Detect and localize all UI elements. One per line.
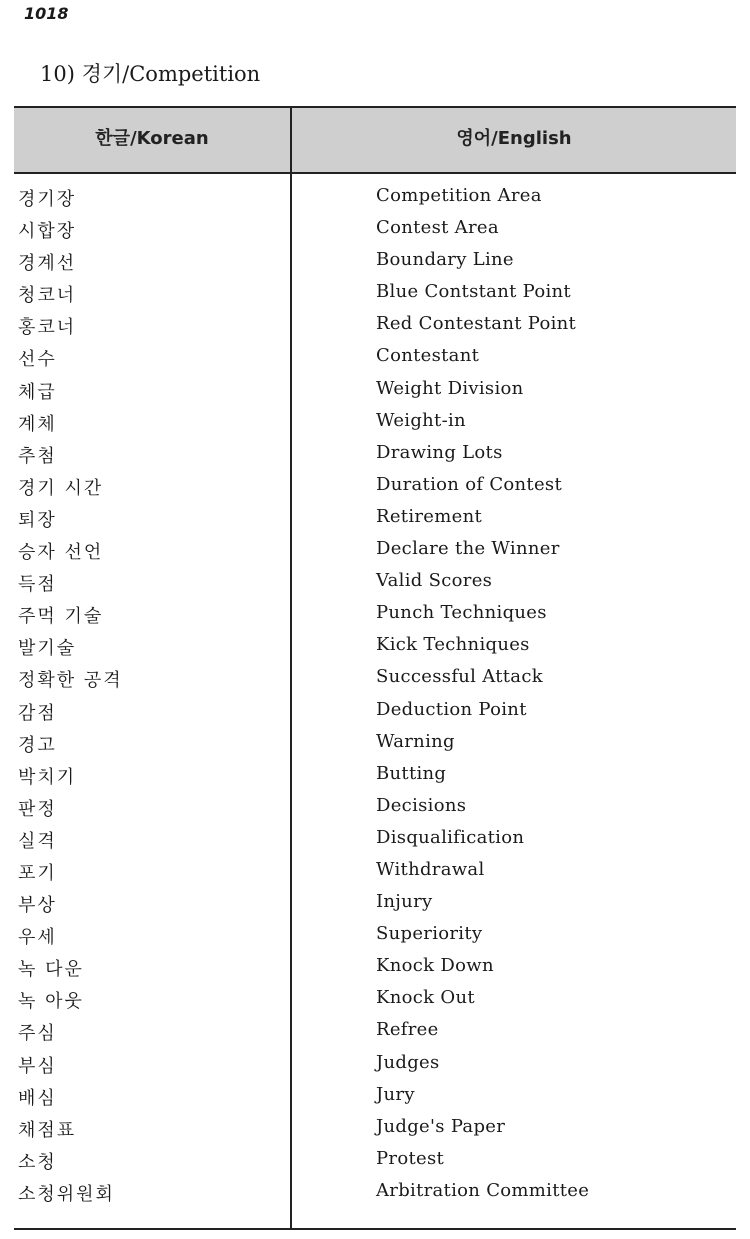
- english-term: Withdrawal: [376, 858, 485, 880]
- korean-term: 녹 아웃: [18, 991, 84, 1013]
- korean-term: 발기술: [18, 638, 77, 660]
- english-term: Punch Techniques: [376, 602, 547, 624]
- table-row: [14, 1049, 736, 1081]
- table-row: [14, 696, 736, 728]
- table-row: [14, 1081, 736, 1113]
- korean-term: 판정: [18, 798, 57, 820]
- korean-term: 주심: [18, 1023, 57, 1045]
- english-term: Deduction Point: [376, 698, 527, 720]
- table-row: [14, 503, 736, 535]
- english-term: Decisions: [376, 794, 467, 816]
- table-row: [14, 792, 736, 824]
- english-term: Jury: [376, 1083, 415, 1105]
- english-term: Valid Scores: [376, 570, 493, 592]
- korean-term: 녹 다운: [18, 959, 84, 981]
- table-row: [14, 471, 736, 503]
- korean-term: 경계선: [18, 253, 77, 275]
- korean-term: 채점표: [18, 1119, 77, 1141]
- korean-term: 경기 시간: [18, 477, 104, 499]
- korean-term: 경기장: [18, 189, 77, 210]
- korean-term: 승자 선언: [18, 542, 104, 564]
- table-row: [14, 599, 736, 631]
- korean-term: 체급: [18, 381, 57, 403]
- table-row: [14, 1177, 736, 1209]
- english-term: Declare the Winner: [376, 538, 560, 560]
- table-row: [14, 824, 736, 856]
- table-row: [14, 1113, 736, 1145]
- english-term: Weight Division: [376, 377, 524, 399]
- korean-term: 포기: [18, 862, 57, 884]
- english-term: Judges: [376, 1051, 440, 1073]
- korean-term: 감점: [18, 702, 57, 724]
- korean-term: 소청: [18, 1151, 57, 1173]
- korean-term: 우세: [18, 927, 57, 949]
- english-term: Butting: [376, 762, 447, 784]
- table-row: [14, 631, 736, 663]
- english-term: Drawing Lots: [376, 441, 503, 463]
- english-term: Red Contestant Point: [376, 313, 577, 335]
- table-row: [14, 278, 736, 310]
- english-term: Successful Attack: [376, 666, 543, 688]
- table-row: [14, 952, 736, 984]
- header-korean: 한글/Korean: [95, 128, 209, 149]
- english-term: Warning: [376, 730, 455, 752]
- table-row: [14, 760, 736, 792]
- table-bottom-rule: [14, 1228, 736, 1230]
- page-number: 1018: [24, 4, 69, 23]
- korean-term: 득점: [18, 574, 57, 596]
- korean-term: 시합장: [18, 221, 77, 243]
- table-row: [14, 920, 736, 952]
- english-term: Contest Area: [376, 217, 499, 239]
- table-row: [14, 984, 736, 1016]
- english-term: Weight-in: [376, 409, 466, 431]
- table-row: [14, 567, 736, 599]
- table-row: [14, 342, 736, 374]
- korean-term: 정확한 공격: [18, 670, 123, 692]
- table-row: [14, 888, 736, 920]
- english-term: Competition Area: [376, 185, 542, 206]
- table-row: [14, 728, 736, 760]
- table-row: [14, 375, 736, 407]
- table-row: [14, 407, 736, 439]
- english-term: Superiority: [376, 923, 483, 945]
- section-title: 10) 경기/Competition: [40, 62, 261, 86]
- table-row: [14, 182, 736, 214]
- korean-term: 청코너: [18, 285, 77, 307]
- table-row: [14, 1145, 736, 1177]
- korean-term: 실격: [18, 830, 57, 852]
- table-row: [14, 246, 736, 278]
- korean-term: 주먹 기술: [18, 606, 104, 628]
- glossary-table: [14, 106, 736, 1230]
- table-row: [14, 535, 736, 567]
- english-term: Contestant: [376, 345, 480, 367]
- english-term: Boundary Line: [376, 249, 514, 271]
- korean-term: 경고: [18, 734, 57, 756]
- korean-term: 소청위원회: [18, 1183, 115, 1205]
- english-term: Protest: [376, 1147, 445, 1169]
- korean-term: 퇴장: [18, 509, 57, 531]
- english-term: Knock Down: [376, 955, 494, 977]
- table-row: [14, 663, 736, 695]
- korean-term: 배심: [18, 1087, 57, 1109]
- table-row: [14, 1016, 736, 1048]
- english-term: Blue Contstant Point: [376, 281, 571, 303]
- english-term: Judge's Paper: [376, 1115, 506, 1137]
- korean-term: 추첨: [18, 445, 57, 467]
- english-term: Disqualification: [376, 826, 525, 848]
- english-term: Refree: [376, 1019, 439, 1041]
- english-term: Injury: [376, 891, 433, 913]
- table-row: [14, 214, 736, 246]
- korean-term: 계체: [18, 413, 57, 435]
- table-body: [14, 182, 736, 1209]
- english-term: Arbitration Committee: [376, 1179, 590, 1201]
- table-row: [14, 310, 736, 342]
- header-english: 영어/English: [456, 128, 572, 149]
- korean-term: 부심: [18, 1055, 57, 1077]
- english-term: Duration of Contest: [376, 473, 562, 495]
- english-term: Knock Out: [376, 987, 475, 1009]
- korean-term: 홍코너: [18, 317, 77, 339]
- korean-term: 부상: [18, 895, 57, 917]
- korean-term: 박치기: [18, 766, 77, 788]
- korean-term: 선수: [18, 349, 57, 371]
- table-row: [14, 856, 736, 888]
- english-term: Retirement: [376, 505, 482, 527]
- table-row: [14, 439, 736, 471]
- table-header-rule: [14, 172, 736, 174]
- english-term: Kick Techniques: [376, 634, 530, 656]
